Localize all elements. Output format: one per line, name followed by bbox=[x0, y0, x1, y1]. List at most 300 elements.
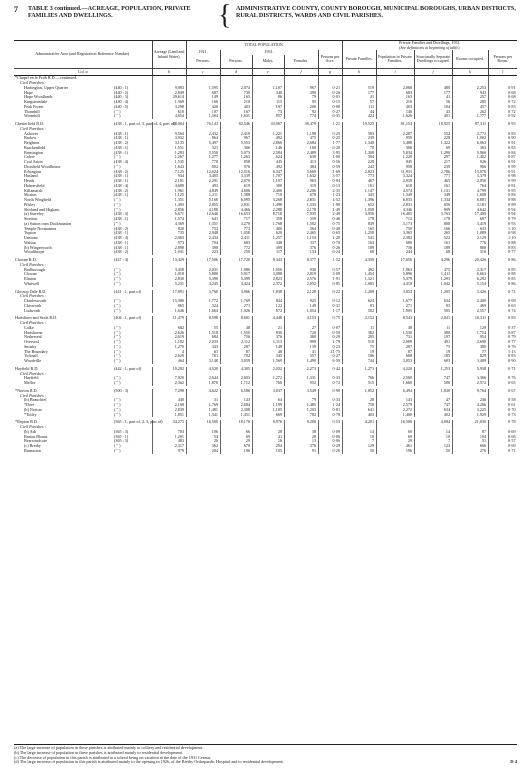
value-cell: 68,064 bbox=[152, 122, 186, 127]
value-cell: 0·68 bbox=[488, 95, 517, 100]
value-cell: 47 bbox=[414, 398, 452, 403]
value-cell: 641 bbox=[342, 408, 376, 413]
area-name: Hayfield R.D. bbox=[15, 365, 39, 371]
value-cell: 16,405 bbox=[376, 212, 414, 217]
value-cell: 1,089 bbox=[452, 231, 488, 236]
value-cell: 50 bbox=[342, 449, 376, 454]
value-cell: 196 bbox=[376, 449, 414, 454]
area-name: (b) Ash bbox=[24, 428, 37, 434]
value-cell: 858 bbox=[220, 160, 252, 165]
value-cell: 2,382 bbox=[376, 236, 414, 241]
value-cell: 12,016 bbox=[220, 170, 252, 175]
area-name: Chisworth bbox=[24, 302, 42, 308]
column-letter: b bbox=[152, 69, 186, 76]
value-cell: 0·22 bbox=[318, 290, 342, 295]
value-cell: 1,211 bbox=[186, 193, 220, 198]
value-cell: 359 bbox=[284, 217, 318, 222]
value-cell: 773 bbox=[220, 227, 252, 232]
value-cell: 2,831 bbox=[220, 203, 252, 208]
value-cell: 5,880 bbox=[186, 272, 220, 277]
value-cell: 0·13 bbox=[318, 184, 342, 189]
value-cell: 650 bbox=[414, 203, 452, 208]
registration-reference: ( " ) bbox=[114, 348, 121, 354]
footnote: (a) The large increase of population in these parishes is attributed mainly to colliery and residential development. bbox=[14, 745, 204, 750]
value-cell: 510 bbox=[342, 340, 376, 345]
value-cell: 10 bbox=[342, 435, 376, 440]
value-cell: 2,112 bbox=[220, 340, 252, 345]
value-cell: 1,664 bbox=[186, 309, 220, 314]
value-cell: 1,388 bbox=[220, 193, 252, 198]
value-cell: 1·10 bbox=[488, 227, 517, 232]
total-population-header: TOTAL POPULATION. bbox=[186, 41, 342, 51]
value-cell: 178 bbox=[414, 217, 452, 222]
population-table bbox=[14, 40, 517, 454]
registration-reference: ( " ) bbox=[114, 271, 121, 277]
value-cell: 3,956 bbox=[342, 212, 376, 217]
value-cell: 1·91 bbox=[318, 277, 342, 282]
value-cell: 12,624 bbox=[186, 170, 220, 175]
value-cell: 764 bbox=[452, 184, 488, 189]
value-cell: 0·94 bbox=[318, 179, 342, 184]
registration-reference: ( " ) bbox=[114, 276, 121, 282]
value-cell: 380 bbox=[414, 331, 452, 336]
registration-reference: (440 : 2) bbox=[114, 89, 129, 95]
value-cell: 11 bbox=[342, 326, 376, 331]
value-cell: 403 bbox=[342, 413, 376, 418]
value-cell: 111 bbox=[342, 105, 376, 110]
registration-reference: ( " ) bbox=[114, 201, 121, 207]
value-cell: 502 bbox=[342, 309, 376, 314]
area-name: Peak Forest bbox=[24, 103, 44, 109]
value-cell: 744 bbox=[342, 359, 376, 364]
value-cell: 966 bbox=[452, 165, 488, 170]
value-cell: 9,764 bbox=[452, 389, 488, 394]
value-cell: 641 bbox=[186, 217, 220, 222]
area-name: Bearwardcote bbox=[24, 438, 47, 444]
value-cell: 3,324 bbox=[376, 174, 414, 179]
value-cell: 0·69 bbox=[488, 430, 517, 435]
value-cell: 75 bbox=[252, 110, 284, 115]
value-cell: 2,308 bbox=[220, 408, 252, 413]
page-number: 7 bbox=[14, 5, 18, 14]
registration-reference: (438 : 1) bbox=[114, 192, 129, 198]
value-cell: 4,418 bbox=[376, 282, 414, 287]
registration-reference: (438 : 1) bbox=[114, 149, 129, 155]
value-cell: 1,198 bbox=[284, 132, 318, 137]
value-cell: 756 bbox=[220, 335, 252, 340]
value-cell: 1,963 bbox=[376, 268, 414, 273]
value-cell: 0·93 bbox=[488, 122, 517, 127]
registration-reference: (438 : 3) bbox=[114, 211, 129, 217]
area-name: Civil Parishes : bbox=[20, 370, 46, 376]
area-name: Brackenfield bbox=[24, 144, 46, 150]
value-cell: 1,402 bbox=[452, 155, 488, 160]
registration-reference: (438 : 2) bbox=[114, 168, 129, 174]
registration-reference: ( " ) bbox=[114, 339, 121, 345]
area-name: Beighton bbox=[24, 140, 40, 146]
value-cell: 9,200 bbox=[284, 420, 318, 425]
value-cell: 469 bbox=[452, 304, 488, 309]
value-cell: 0·91 bbox=[488, 160, 517, 165]
value-cell: 0·84 bbox=[488, 193, 517, 198]
value-cell: 926 bbox=[452, 160, 488, 165]
value-cell: 1·23 bbox=[318, 193, 342, 198]
value-cell: 2,033 bbox=[186, 340, 220, 345]
value-cell: 149 bbox=[186, 95, 220, 100]
value-cell: 776 bbox=[452, 241, 488, 246]
value-cell: 440 bbox=[152, 398, 186, 403]
value-cell: 69 bbox=[414, 146, 452, 151]
value-cell: 880 bbox=[452, 246, 488, 251]
value-cell: 0·71 bbox=[488, 290, 517, 295]
registration-reference: (500 : 3) bbox=[114, 387, 129, 393]
page-header bbox=[14, 0, 517, 36]
value-cell: 1,042 bbox=[414, 282, 452, 287]
value-cell: 0·91 bbox=[488, 86, 517, 91]
value-cell: 1,351 bbox=[152, 198, 186, 203]
value-cell: 13,076 bbox=[452, 170, 488, 175]
value-cell: 178 bbox=[342, 217, 376, 222]
area-name: Tupton bbox=[24, 230, 36, 236]
area-name: Barlow bbox=[24, 135, 37, 141]
value-cell: 0·61 bbox=[488, 403, 517, 408]
value-cell: 1,396 bbox=[342, 198, 376, 203]
value-cell: 167 bbox=[220, 110, 252, 115]
value-cell: 2,317 bbox=[152, 444, 186, 449]
value-cell: 1,490 bbox=[284, 359, 318, 364]
value-cell: 1,574 bbox=[152, 217, 186, 222]
registration-reference: ( " ) bbox=[114, 197, 121, 203]
registration-reference: ( " ) bbox=[114, 324, 121, 330]
value-cell: 61 bbox=[186, 350, 220, 355]
area-name: Ludworth bbox=[24, 307, 41, 313]
value-cell: 1,626 bbox=[376, 114, 414, 119]
value-cell: 2,206 bbox=[284, 189, 318, 194]
value-cell: 2,823 bbox=[342, 170, 376, 175]
value-cell: 0·67 bbox=[488, 389, 517, 394]
value-cell: 380 bbox=[452, 345, 488, 350]
value-cell: 3,966 bbox=[220, 290, 252, 295]
value-cell: 0·65 bbox=[488, 381, 517, 386]
value-cell: 1·69 bbox=[318, 170, 342, 175]
value-cell: 239 bbox=[414, 165, 452, 170]
registration-reference: (440 : 3) bbox=[114, 94, 129, 100]
value-cell: 0·63 bbox=[488, 304, 517, 309]
registration-reference: (438 : 1) bbox=[114, 244, 129, 250]
value-cell: 7,935 bbox=[284, 212, 318, 217]
value-cell: 0·79 bbox=[488, 335, 517, 340]
value-cell: 95 bbox=[284, 100, 318, 105]
value-cell: 1,182 bbox=[152, 340, 186, 345]
value-cell: 34,275 bbox=[152, 420, 186, 425]
value-cell: 4,520 bbox=[186, 367, 220, 372]
value-cell: 139 bbox=[284, 345, 318, 350]
value-cell: 624 bbox=[252, 155, 284, 160]
value-cell: 228 bbox=[414, 136, 452, 141]
left-title: TABLE 3 continued.—ACREAGE, POPULATION, PRIVATE FAMILIES AND DWELLINGS. bbox=[28, 6, 191, 20]
value-cell: 634 bbox=[414, 299, 452, 304]
value-cell: 1,154 bbox=[284, 236, 318, 241]
value-cell: 0·25 bbox=[318, 132, 342, 137]
value-cell: 1,002 bbox=[452, 136, 488, 141]
value-cell: 19 bbox=[342, 350, 376, 355]
value-cell: 76,143 bbox=[186, 122, 220, 127]
value-cell: 122 bbox=[252, 304, 284, 309]
value-cell: 1,876 bbox=[186, 381, 220, 386]
value-cell: 70 bbox=[342, 146, 376, 151]
registration-reference: (438 : 4) bbox=[114, 182, 129, 188]
value-cell: 1·79 bbox=[318, 340, 342, 345]
value-cell: 2,400 bbox=[452, 299, 488, 304]
value-cell: 1,351 bbox=[186, 222, 220, 227]
area-name: Calow bbox=[24, 154, 35, 160]
value-cell: 129 bbox=[342, 444, 376, 449]
value-cell: 1,334 bbox=[414, 198, 452, 203]
value-cell: 3,419 bbox=[452, 222, 488, 227]
value-cell: 276 bbox=[452, 449, 488, 454]
value-cell: 465 bbox=[414, 179, 452, 184]
value-cell: 1,485 bbox=[284, 403, 318, 408]
value-cell: 77 bbox=[452, 350, 488, 355]
value-cell: 0·58 bbox=[488, 398, 517, 403]
registration-reference: ( " ) bbox=[114, 266, 121, 272]
column-letter: h bbox=[342, 69, 376, 76]
value-cell: 3,298 bbox=[152, 105, 186, 110]
value-cell: 1·17 bbox=[318, 309, 342, 314]
value-cell: 0·73 bbox=[488, 413, 517, 418]
value-cell: 82,546 bbox=[220, 122, 252, 127]
value-cell: 297 bbox=[414, 155, 452, 160]
registration-reference: (440 : 4) bbox=[114, 99, 129, 105]
value-cell: 2,419 bbox=[220, 132, 252, 137]
value-cell: 1,929 bbox=[452, 413, 488, 418]
value-cell: 48 bbox=[220, 326, 252, 331]
value-cell: 0·91 bbox=[488, 141, 517, 146]
value-cell: 710 bbox=[252, 193, 284, 198]
value-cell: 0·48 bbox=[318, 227, 342, 232]
area-name: (b) Norton bbox=[24, 406, 42, 412]
value-cell: 3,458 bbox=[152, 268, 186, 273]
value-cell: 1,205 bbox=[414, 290, 452, 295]
value-cell: 4,305 bbox=[220, 367, 252, 372]
value-cell: 3·09 bbox=[318, 272, 342, 277]
value-cell: 1,341 bbox=[186, 413, 220, 418]
value-cell: 2,465 bbox=[284, 231, 318, 236]
value-cell: 1,107 bbox=[252, 179, 284, 184]
value-cell: 79 bbox=[284, 95, 318, 100]
pfd-subtitle: (See definitions at beginning of table). bbox=[399, 44, 461, 50]
value-cell: 2,644 bbox=[186, 376, 220, 381]
value-cell: 830 bbox=[252, 331, 284, 336]
value-cell: 1,333 bbox=[284, 203, 318, 208]
value-cell: 1,054 bbox=[284, 309, 318, 314]
area-name: Glossop Dale R.D. bbox=[15, 288, 47, 294]
value-cell: 1,271 bbox=[342, 367, 376, 372]
value-cell: 8,718 bbox=[252, 212, 284, 217]
value-cell: 28 bbox=[284, 435, 318, 440]
value-cell: 0·92 bbox=[488, 114, 517, 119]
value-cell: 285 bbox=[452, 100, 488, 105]
value-cell: 357 bbox=[284, 354, 318, 359]
value-cell: 41 bbox=[414, 95, 452, 100]
value-cell: 0·84 bbox=[488, 151, 517, 156]
value-cell: 43 bbox=[414, 110, 452, 115]
value-cell: 747 bbox=[414, 376, 452, 381]
value-cell: 306 bbox=[376, 146, 414, 151]
value-cell: 51 bbox=[452, 439, 488, 444]
value-cell: 845 bbox=[376, 160, 414, 165]
value-cell: 2,629 bbox=[152, 354, 186, 359]
value-cell: 349 bbox=[414, 193, 452, 198]
value-cell: 0·76 bbox=[488, 376, 517, 381]
value-cell: 16,506 bbox=[376, 420, 414, 425]
value-cell: 624 bbox=[342, 299, 376, 304]
value-cell: 1·90 bbox=[318, 203, 342, 208]
value-cell: 5,669 bbox=[284, 170, 318, 175]
value-cell: 11,479 bbox=[152, 316, 186, 321]
value-cell: 4,466 bbox=[220, 208, 252, 213]
value-cell: 117 bbox=[252, 250, 284, 255]
value-cell: 1·77 bbox=[318, 141, 342, 146]
value-cell: 952 bbox=[284, 381, 318, 386]
value-cell: 376 bbox=[284, 444, 318, 449]
value-cell: 8,543 bbox=[376, 316, 414, 321]
area-name: Shirland and Higham bbox=[24, 206, 60, 212]
value-cell: 29 bbox=[376, 439, 414, 444]
value-cell: 2,619 bbox=[152, 335, 186, 340]
value-cell: 5,399 bbox=[220, 277, 252, 282]
value-cell: 976 bbox=[220, 165, 252, 170]
value-cell: 750 bbox=[376, 227, 414, 232]
value-cell: 2,866 bbox=[252, 141, 284, 146]
value-cell: 0·88 bbox=[488, 272, 517, 277]
value-cell: 413 bbox=[284, 160, 318, 165]
value-cell: 669 bbox=[252, 413, 284, 418]
value-cell: 1,348 bbox=[342, 141, 376, 146]
value-cell: 189 bbox=[342, 246, 376, 251]
value-cell: 506 bbox=[414, 381, 452, 386]
signature-mark: D 4 bbox=[510, 759, 517, 764]
value-cell: 424 bbox=[342, 114, 376, 119]
value-cell: 0·71 bbox=[488, 449, 517, 454]
value-cell: 2,362 bbox=[152, 381, 186, 386]
value-cell: 0·90 bbox=[488, 359, 517, 364]
area-name: Hartshorne bbox=[24, 329, 43, 335]
value-cell: 0·70 bbox=[488, 408, 517, 413]
value-cell: 2,178 bbox=[284, 208, 318, 213]
value-cell: 2,772 bbox=[452, 132, 488, 137]
value-cell: 2,819 bbox=[284, 272, 318, 277]
registration-reference: ( " ) bbox=[114, 353, 121, 359]
value-cell: 1,498 bbox=[252, 203, 284, 208]
area-name: *Repton R.D. bbox=[15, 419, 38, 425]
value-cell: 15,380 bbox=[152, 299, 186, 304]
persons-1921-header: Persons. bbox=[186, 55, 220, 69]
value-cell: 57 bbox=[342, 100, 376, 105]
value-cell: 959 bbox=[376, 136, 414, 141]
value-cell: 2,432 bbox=[186, 132, 220, 137]
value-cell: 79 bbox=[284, 398, 318, 403]
value-cell: 29 bbox=[220, 439, 252, 444]
value-cell: 484 bbox=[284, 165, 318, 170]
value-cell: 0·07 bbox=[318, 326, 342, 331]
value-cell: 55 bbox=[186, 326, 220, 331]
value-cell: 21,030 bbox=[452, 420, 488, 425]
value-cell: 104 bbox=[414, 105, 452, 110]
value-cell: 13 bbox=[284, 439, 318, 444]
value-cell: 0·87 bbox=[488, 155, 517, 160]
value-cell: 1,632 bbox=[284, 174, 318, 179]
value-cell: 1,918 bbox=[152, 272, 186, 277]
area-name: Kingsterndale bbox=[24, 99, 48, 105]
value-cell: 363 bbox=[452, 146, 488, 151]
value-cell: 0·06 bbox=[318, 439, 342, 444]
value-cell: 633 bbox=[452, 227, 488, 232]
value-cell: 146 bbox=[376, 110, 414, 115]
value-cell: 380 bbox=[284, 335, 318, 340]
area-name: Walton bbox=[24, 239, 36, 245]
value-cell: 3·95 bbox=[318, 151, 342, 156]
value-cell: 148 bbox=[252, 345, 284, 350]
value-cell: 688 bbox=[376, 354, 414, 359]
value-cell: 1,502 bbox=[284, 222, 318, 227]
value-cell: 364 bbox=[284, 227, 318, 232]
value-cell: 0·27 bbox=[318, 354, 342, 359]
value-cell: 1·21 bbox=[318, 122, 342, 127]
value-cell: 2,831 bbox=[284, 198, 318, 203]
persons-per-acre-header: Persons per Acre. bbox=[318, 50, 342, 69]
registration-reference: (442 : 1, part of) bbox=[114, 365, 142, 371]
value-cell: 129 bbox=[452, 326, 488, 331]
value-cell: 18,176 bbox=[220, 420, 252, 425]
value-cell: 9,343 bbox=[252, 258, 284, 263]
value-cell: 618 bbox=[376, 184, 414, 189]
area-name: Civil Parishes : bbox=[20, 125, 46, 131]
value-cell: 14 bbox=[414, 430, 452, 435]
value-cell: 46 bbox=[252, 350, 284, 355]
value-cell: 2,948 bbox=[186, 231, 220, 236]
value-cell: 1,258 bbox=[342, 231, 376, 236]
value-cell: 2,560 bbox=[376, 376, 414, 381]
value-cell: 19 bbox=[414, 350, 452, 355]
value-cell: 3,409 bbox=[452, 359, 488, 364]
value-cell: 3,173 bbox=[376, 222, 414, 227]
value-cell: 11,931 bbox=[376, 170, 414, 175]
value-cell: 343 bbox=[186, 345, 220, 350]
registration-reference: (438 : 1) bbox=[114, 239, 129, 245]
value-cell: 161 bbox=[342, 184, 376, 189]
value-cell: 958 bbox=[376, 165, 414, 170]
area-name: Barlborough bbox=[24, 266, 45, 272]
value-cell: 829 bbox=[452, 354, 488, 359]
value-cell: 1,961 bbox=[152, 189, 186, 194]
value-cell: 6,063 bbox=[452, 141, 488, 146]
value-cell: 0·83 bbox=[488, 105, 517, 110]
value-cell: 0·77 bbox=[488, 340, 517, 345]
value-cell: 243 bbox=[342, 165, 376, 170]
value-cell: 761 bbox=[186, 354, 220, 359]
registration-reference: (440 : 1) bbox=[114, 84, 129, 90]
value-cell: 1,530 bbox=[376, 331, 414, 336]
value-cell: 3,932 bbox=[152, 136, 186, 141]
value-cell: 5,488 bbox=[376, 141, 414, 146]
value-cell: 3·57 bbox=[318, 174, 342, 179]
persons-per-room-header: Persons per Room. bbox=[488, 50, 517, 69]
registration-reference: (438 : 1) bbox=[114, 178, 129, 184]
value-cell: 1,608 bbox=[452, 193, 488, 198]
value-cell: 6,663 bbox=[452, 272, 488, 277]
year-1921-header: 1921. bbox=[186, 50, 220, 55]
